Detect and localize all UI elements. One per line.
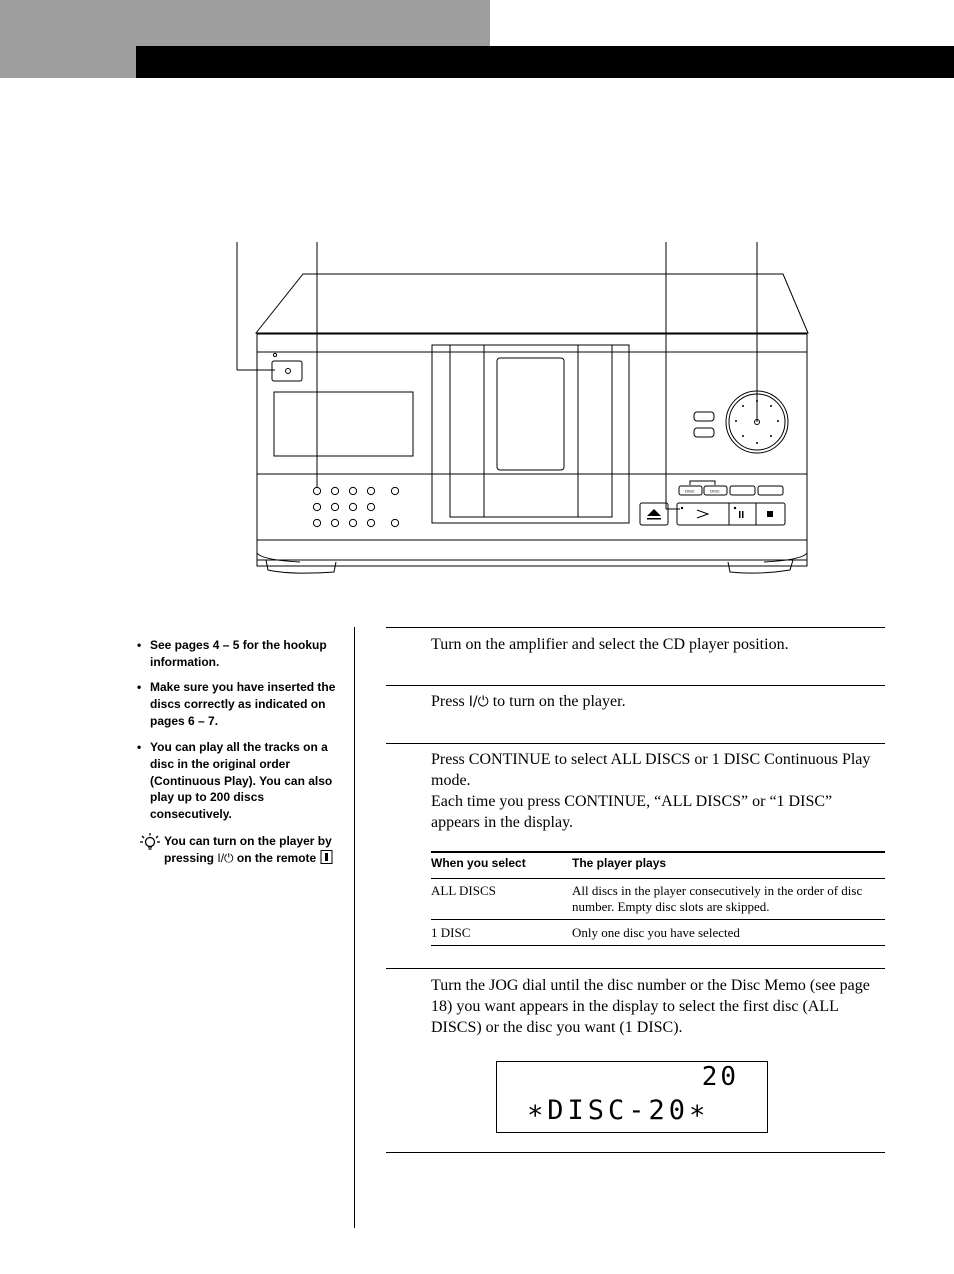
step-divider <box>386 743 885 744</box>
disc-skip-button-label: DISC <box>710 488 720 494</box>
tip-suffix: on the remote <box>236 850 317 865</box>
step-divider <box>386 685 885 686</box>
display-readout <box>496 1061 768 1133</box>
disc-button-label: DISC <box>685 488 695 494</box>
tip-text <box>164 833 344 867</box>
bullet-text: See pages 4 – 5 for the hookup information. <box>150 638 327 669</box>
bullet-text: You can play all the tracks on a disc in the original order (Continuous Play). You can also play up to 200 discs consecutively. <box>150 740 333 822</box>
bullet-dot: • <box>137 638 142 652</box>
step-3-line-2: Each time you press CONTINUE, “ALL DISCS” or “1 DISC” appears in the display. <box>431 793 833 831</box>
tip-lightbulb-icon <box>139 832 161 854</box>
step-2-text <box>431 691 881 713</box>
step-divider <box>386 968 885 969</box>
remote-icon <box>320 850 333 864</box>
table-rule <box>431 919 885 920</box>
bullet-dot: • <box>137 740 142 754</box>
table-cell: Only one disc you have selected <box>572 925 740 940</box>
column-divider <box>354 627 355 1228</box>
step-2-suffix: to turn on the player. <box>492 693 626 710</box>
table-cell: ALL DISCS <box>431 883 496 898</box>
cd-player-illustration <box>0 230 954 600</box>
table-header-plays: The player plays <box>572 856 667 870</box>
table-rule <box>431 878 885 879</box>
table-cell: All discs in the player consecutively in the order of disc number. Empty disc slots are skipped. <box>572 883 863 914</box>
step-2-prefix: Press <box>431 693 465 710</box>
tip-prefix: You can turn on the player by pressing <box>164 834 332 865</box>
power-symbol: I/⏻ <box>217 850 234 865</box>
power-symbol: I/⏻ <box>468 694 489 710</box>
step-3-line-1: Press CONTINUE to select ALL DISCS or 1 DISC Continuous Play mode. <box>431 751 871 789</box>
bullet-dot: • <box>137 680 142 694</box>
step-4-text: Turn the JOG dial until the disc number or the Disc Memo (see page 18) you want appears in the display to select the first disc (ALL DISCS) or the disc you want (1 DISC). <box>431 977 870 1036</box>
step-divider <box>386 1152 885 1153</box>
display-disc-number: 20 <box>701 1062 739 1092</box>
table-header-select: When you select <box>431 856 526 870</box>
table-rule <box>431 851 885 853</box>
display-disc-memo: ∗DISC-20∗ <box>527 1095 710 1126</box>
bullet-text: Make sure you have inserted the discs correctly as indicated on pages 6 – 7. <box>150 680 336 728</box>
header-black-bar <box>136 46 954 78</box>
table-rule <box>431 945 885 946</box>
step-1-text: Turn on the amplifier and select the CD player position. <box>431 636 789 653</box>
step-divider <box>386 627 885 628</box>
table-cell: 1 DISC <box>431 925 471 940</box>
